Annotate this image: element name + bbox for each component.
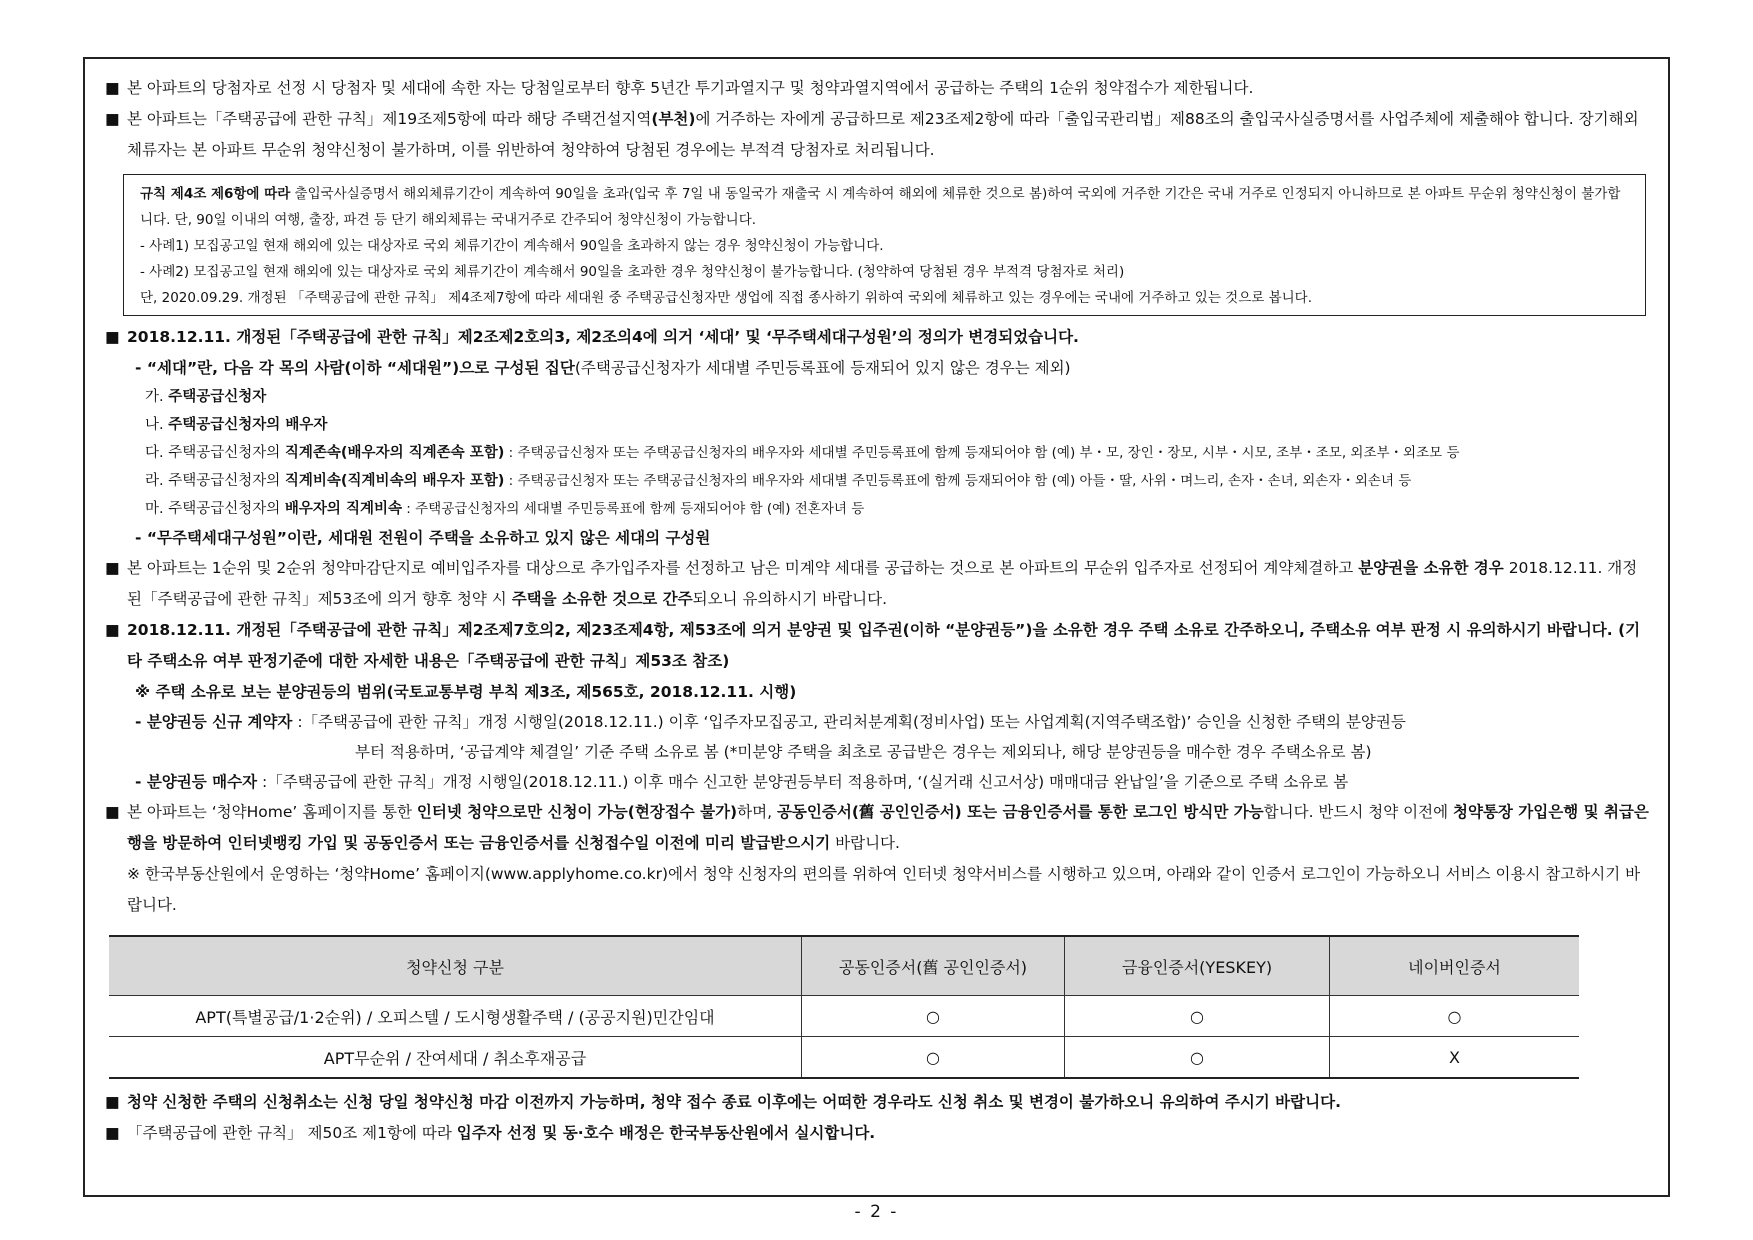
household-item-ma: 마. 주택공급신청자의 배우자의 직계비속 : 주택공급신청자의 세대별 주민등록표에 함께 등재되어야 함 (예) 전혼자녀 등 xyxy=(145,501,865,517)
household-def2: - “무주택세대구성원”이란, 세대원 전원이 주택을 소유하고 있지 않은 세대의 구성원 xyxy=(135,529,711,547)
bullet-square: ■ xyxy=(105,803,120,821)
household-def1: - “세대”란, 다음 각 목의 사람(이하 “세대원”)으로 구성된 집단(주택공급신청자가 세대별 주민등록표에 등재되어 있지 않은 경우는 제외) xyxy=(135,359,1071,377)
table-header-cell: 청약신청 구분 xyxy=(109,936,802,996)
box-line: - 사례1) 모집공고일 현재 해외에 있는 대상자로 국외 체류기간이 계속해서 90일을 초과하지 않는 경우 청약신청이 가능합니다. xyxy=(140,238,884,254)
table-row xyxy=(109,1037,1579,1079)
table-cell: X xyxy=(1330,1037,1580,1079)
presale-ownership-notice: ■ 2018.12.11. 개정된「주택공급에 관한 규칙」제2조제7호의2, 제23조제4항, 제53조에 의거 분양권 및 입주권(이하 “분양권등”)을 소유한 경우 주택 소유로 간주하오니, 주택소유 여부 판정 시 유의하시기 바랍니다. (기타 주택소유 여부 판정기준에 대한 자세한 내용은「주택공급에 관한 규칙」제53조 참조) xyxy=(105,615,1650,677)
notice-residency: ■ 본 아파트는「주택공급에 관한 규칙」제19조제5항에 따라 해당 주택건설지역(부천)에 거주하는 자에게 공급하므로 제23조제2항에 따라「출입국관리법」제88조의 출입국사실증명서를 사업주체에 제출해야 합니다. 장기해외체류자는 본 아파트 무순위 청약신청이 불가하며, 이를 위반하여 청약하여 당첨된 경우에는 부적격 당첨자로 처리됩니다. xyxy=(105,104,1650,166)
box-line: - 사례2) 모집공고일 현재 해외에 있는 대상자로 국외 체류기간이 계속해서 90일을 초과한 경우 청약신청이 불가능합니다. (청약하여 당첨된 경우 부적격 당첨자로 처리) xyxy=(140,264,1125,280)
household-definition-title: ■ 2018.12.11. 개정된「주택공급에 관한 규칙」제2조제2호의3, 제2조의4에 의거 ‘세대’ 및 ‘무주택세대구성원’의 정의가 변경되었습니다. xyxy=(105,322,1650,353)
internet-application-notice: ■ 본 아파트는 ‘청약Home’ 홈페이지를 통한 인터넷 청약으로만 신청이 가능(현장접수 불가)하며, 공동인증서(舊 공인인증서) 또는 금융인증서를 통한 로그인 방식만 가능합니다. 반드시 청약 이전에 청약통장 가입은행 및 취급은행을 방문하여 인터넷뱅킹 가입 및 공동인증서 또는 금융인증서를 신청접수일 이전에 미리 발급받으시기 바랍니다. xyxy=(105,797,1650,859)
household-item-na: 나. 주택공급신청자의 배우자 xyxy=(145,417,328,433)
applyhome-note: ※ 한국부동산원에서 운영하는 ‘청약Home’ 홈페이지(www.applyhome.co.kr)에서 청약 신청자의 편의를 위하여 인터넷 청약서비스를 시행하고 있으며, 아래와 같이 인증서 로그인이 가능하오니 서비스 이용시 참고하시기 바랍니다. xyxy=(127,865,1641,914)
bullet-square: ■ xyxy=(105,79,120,97)
table-header-cell: 공동인증서(舊 공인인증서) xyxy=(802,936,1065,996)
bullet-square: ■ xyxy=(105,559,120,577)
bullet-square: ■ xyxy=(105,110,120,128)
presale-rights-notice: ■ 본 아파트는 1순위 및 2순위 청약마감단지로 예비입주자를 대상으로 추가입주자를 선정하고 남은 미계약 세대를 공급하는 것으로 본 아파트의 무순위 입주자로 선정되어 계약체결하고 분양권을 소유한 경우 2018.12.11. 개정된「주택공급에 관한 규칙」제53조에 의거 향후 청약 시 주택을 소유한 것으로 간주되오니 유의하시기 바랍니다. xyxy=(105,553,1650,615)
bullet-square: ■ xyxy=(105,621,120,639)
table-cell: ○ xyxy=(1330,996,1580,1037)
table-cell: ○ xyxy=(1065,1037,1330,1079)
bullet-square: ■ xyxy=(105,328,120,346)
household-item-ga: 가. 주택공급신청자 xyxy=(145,389,267,405)
cancellation-notice: ■ 청약 신청한 주택의 신청취소는 신청 당일 청약신청 마감 이전까지 가능하며, 청약 접수 종료 이후에는 어떠한 경우라도 신청 취소 및 변경이 불가하오니 유의하여 주시기 바랍니다. xyxy=(105,1087,1650,1118)
table-row xyxy=(109,996,1579,1037)
page-number: - 2 - xyxy=(854,1202,899,1222)
bullet-square: ■ xyxy=(105,1124,120,1142)
selection-notice: ■ 「주택공급에 관한 규칙」 제50조 제1항에 따라 입주자 선정 및 동·호수 배정은 한국부동산원에서 실시합니다. xyxy=(105,1118,1650,1149)
page-frame xyxy=(83,57,1670,1197)
table-header-cell: 네이버인증서 xyxy=(1330,936,1580,996)
certificate-table xyxy=(109,935,1579,1079)
table-header-cell: 금융인증서(YESKEY) xyxy=(1065,936,1330,996)
box-line: 규칙 제4조 제6항에 따라 출입국사실증명서 해외체류기간이 계속하여 90일을 초과(입국 후 7일 내 동일국가 재출국 시 계속하여 해외에 체류한 것으로 봄)하여 국외에 거주한 기간은 국내 거주로 인정되지 아니하므로 본 아파트 무순위 청약신청이 불가합니다. 단, 90일 이내의 여행, 출장, 파견 등 단기 해외체류는 국내거주로 간주되어 청약신청이 가능합니다. xyxy=(140,186,1621,228)
content xyxy=(105,73,1650,1149)
presale-new-contract-cont: 부터 적용하며, ‘공급계약 체결일’ 기준 주택 소유로 봄 (*미분양 주택을 최초로 공급받은 경우는 제외되나, 해당 분양권등을 매수한 경우 주택소유로 봄) xyxy=(355,743,1372,761)
notice-restriction: ■ 본 아파트의 당첨자로 선정 시 당첨자 및 세대에 속한 자는 당첨일로부터 향후 5년간 투기과열지구 및 청약과열지역에서 공급하는 주택의 1순위 청약접수가 제한됩니다. xyxy=(105,73,1650,104)
household-item-da: 다. 주택공급신청자의 직계존속(배우자의 직계존속 포함) : 주택공급신청자 또는 주택공급신청자의 배우자와 세대별 주민등록표에 함께 등재되어야 함 (예) 부・모, 장인・장모, 시부・시모, 조부・조모, 외조부・외조모 등 xyxy=(145,445,1460,461)
presale-scope-note: ※ 주택 소유로 보는 분양권등의 범위(국토교통부령 부칙 제3조, 제565호, 2018.12.11. 시행) xyxy=(135,683,797,701)
table-cell: ○ xyxy=(802,1037,1065,1079)
presale-new-contract: - 분양권등 신규 계약자 :「주택공급에 관한 규칙」개정 시행일(2018.12.11.) 이후 ‘입주자모집공고, 관리처분계획(정비사업) 또는 사업계획(지역주택조합)’ 승인을 신청한 주택의 분양권등 xyxy=(135,713,1406,731)
table-cell: ○ xyxy=(1065,996,1330,1037)
presale-buyer: - 분양권등 매수자 :「주택공급에 관한 규칙」개정 시행일(2018.12.11.) 이후 매수 신고한 분양권등부터 적용하며, ‘(실거래 신고서상) 매매대금 완납일’을 기준으로 주택 소유로 봄 xyxy=(135,773,1349,791)
table-cell: ○ xyxy=(802,996,1065,1037)
table-header-row xyxy=(109,936,1579,996)
table-cell: APT무순위 / 잔여세대 / 취소후재공급 xyxy=(109,1037,802,1079)
overseas-stay-box xyxy=(123,174,1646,316)
household-item-ra: 라. 주택공급신청자의 직계비속(직계비속의 배우자 포함) : 주택공급신청자 또는 주택공급신청자의 배우자와 세대별 주민등록표에 함께 등재되어야 함 (예) 아들・딸, 사위・며느리, 손자・손녀, 외손자・외손녀 등 xyxy=(145,473,1412,489)
box-line: 단, 2020.09.29. 개정된 「주택공급에 관한 규칙」 제4조제7항에 따라 세대원 중 주택공급신청자만 생업에 직접 종사하기 위하여 국외에 체류하고 있는 경우에는 국내에 거주하고 있는 것으로 봅니다. xyxy=(140,290,1312,306)
table-cell: APT(특별공급/1·2순위) / 오피스텔 / 도시형생활주택 / (공공지원)민간임대 xyxy=(109,996,802,1037)
bullet-square: ■ xyxy=(105,1093,120,1111)
